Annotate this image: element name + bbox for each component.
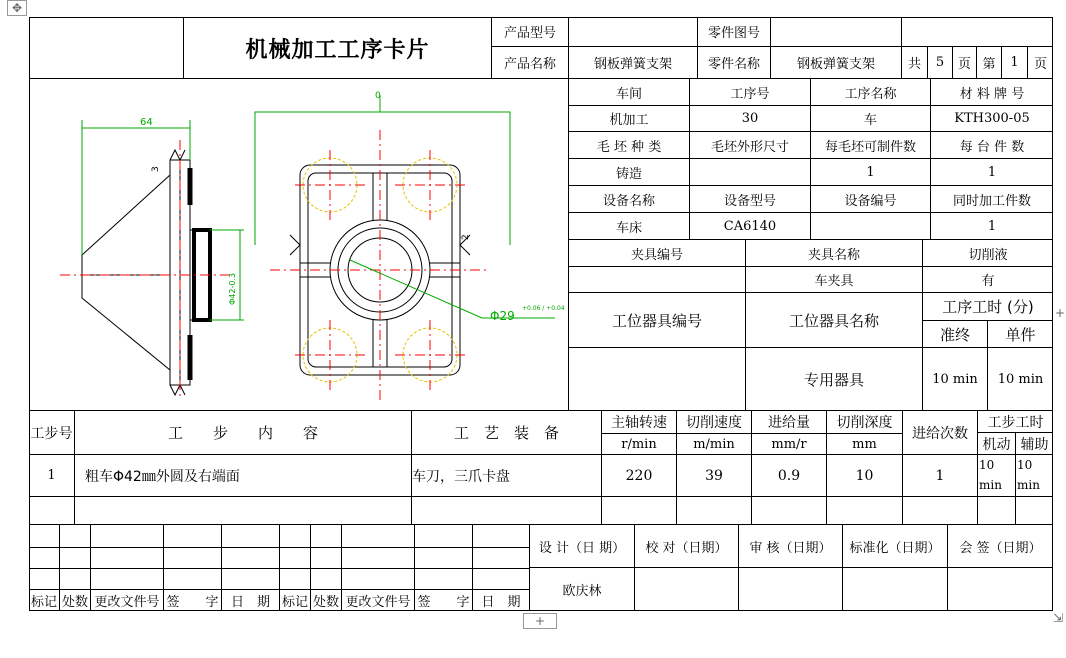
change-doc-label-2: 更改文件号 [345, 595, 411, 610]
step-row-depth[interactable]: 10 [855, 467, 874, 484]
sign-label: 会 签（日期） [959, 540, 1042, 556]
equip-model-label: 设备型号 [723, 193, 776, 209]
page-unit-2: 页 [1033, 57, 1047, 72]
mark-3-text: 3 [151, 166, 161, 172]
fixture-no-label: 夹具编号 [630, 247, 683, 263]
mark-label-1: 标记 [30, 595, 57, 610]
change-doc-label-1: 更改文件号 [94, 595, 160, 610]
designer-name[interactable]: 欧庆林 [562, 584, 602, 599]
dim-tol-text: +0.06 / +0.04 [522, 305, 565, 312]
blank-size-label: 毛坯外形尺寸 [710, 139, 789, 155]
side-view-centerline [60, 140, 230, 400]
dim-0-text: 0 [375, 91, 381, 101]
feed-unit: mm/r [771, 436, 807, 452]
simul-value[interactable]: 1 [987, 218, 997, 234]
card-title: 机械加工工序卡片 [245, 36, 430, 63]
part-name-label: 零件名称 [707, 57, 760, 72]
passes-header: 进给次数 [912, 425, 968, 442]
part-drawing [30, 80, 567, 410]
date-label-1: 日 期 [230, 595, 270, 610]
blank-size-value[interactable] [690, 159, 810, 185]
op-name-value[interactable]: 车 [863, 113, 877, 128]
part-drawing-no-label: 零件图号 [707, 26, 760, 41]
machine-header: 机动 [982, 436, 1011, 453]
step-row-passes[interactable]: 1 [935, 467, 945, 484]
count-label-1: 处数 [61, 595, 88, 610]
equip-model-value[interactable]: CA6140 [723, 218, 777, 234]
review-label: 审 核（日期） [749, 540, 832, 556]
step-row-feed[interactable]: 0.9 [777, 467, 801, 484]
op-no-label: 工序号 [730, 86, 770, 102]
dim-64-text: 64 [140, 117, 153, 128]
fixture-no-value[interactable] [569, 267, 745, 292]
step-equip-header: 工 艺 装 备 [453, 424, 559, 442]
material-value[interactable]: KTH300-05 [954, 111, 1030, 126]
equip-no-value[interactable] [811, 213, 930, 239]
table-resize-handle[interactable]: ⇲ [1052, 611, 1064, 625]
equip-name-label: 设备名称 [602, 193, 655, 209]
count-label-2: 处数 [312, 595, 339, 610]
spindle-header: 主轴转速 [611, 415, 667, 431]
prep-label: 准终 [939, 325, 970, 344]
std-label: 标准化（日期） [849, 540, 941, 556]
side-view-dimensions [82, 120, 244, 320]
workshop-label: 车间 [615, 86, 642, 102]
blank-type-value[interactable]: 铸造 [615, 166, 642, 182]
step-row-equip[interactable]: 车刀，三爪卡盘 [412, 468, 510, 485]
product-name-value[interactable]: 钢板弹簧支架 [593, 57, 672, 72]
op-name-label: 工序名称 [844, 86, 897, 102]
workshop-value[interactable]: 机加工 [609, 113, 649, 128]
step-row-content[interactable]: 粗车Φ42㎜外圆及右端面 [85, 468, 240, 485]
step-row-spindle[interactable]: 220 [625, 467, 653, 484]
station-name-label: 工位器具名称 [788, 311, 879, 330]
coolant-label: 切削液 [968, 247, 1008, 263]
step-content-header: 工 步 内 容 [167, 424, 318, 442]
product-name-label: 产品名称 [503, 57, 556, 72]
station-no-label: 工位器具编号 [611, 311, 702, 330]
spindle-unit: r/min [621, 436, 657, 452]
front-view-centerlines [270, 130, 490, 400]
station-no-value[interactable] [569, 348, 745, 410]
blank-type-label: 毛 坯 种 类 [596, 139, 662, 155]
station-name-value[interactable]: 专用器具 [803, 370, 864, 389]
op-no-value[interactable]: 30 [741, 111, 759, 126]
equip-no-label: 设备编号 [844, 193, 897, 209]
op-time-label: 工序工时 (分) [942, 298, 1034, 316]
feed-header: 进给量 [768, 415, 810, 431]
mark-2-text: 2 [461, 234, 471, 240]
pieces-per-blank-value[interactable]: 1 [866, 164, 875, 180]
prep-time-value[interactable]: 10 min [932, 371, 978, 387]
depth-header: 切削深度 [836, 415, 893, 431]
signature-label-1: 签 字 [166, 595, 219, 610]
date-label-2: 日 期 [481, 595, 521, 610]
product-model-value[interactable] [569, 17, 697, 46]
pieces-per-blank-label: 每毛坯可制件数 [824, 139, 916, 155]
mark-label-2: 标记 [281, 595, 308, 610]
step-row-aux-b[interactable]: min [1017, 478, 1040, 492]
step-time-header: 工步工时 [987, 414, 1044, 431]
add-column-button[interactable]: + [1054, 306, 1066, 320]
material-label: 材 料 牌 号 [959, 86, 1025, 102]
page-label: 第 [982, 57, 996, 72]
fixture-name-label: 夹具名称 [807, 247, 860, 263]
design-label: 设 计（日 期） [538, 540, 626, 556]
coolant-value[interactable]: 有 [981, 274, 995, 289]
product-model-label: 产品型号 [503, 26, 556, 41]
pieces-per-unit-value[interactable]: 1 [987, 164, 997, 180]
speed-unit: m/min [693, 436, 735, 452]
page-no[interactable]: 1 [1010, 55, 1019, 70]
dim-phi42-text: Φ42-0.3 [228, 272, 237, 305]
proof-label: 校 对（日期） [645, 540, 728, 556]
speed-header: 切削速度 [686, 415, 742, 431]
dim-phi29-text: Φ29 [490, 309, 515, 323]
page-unit-1: 页 [957, 57, 971, 72]
fixture-name-value[interactable]: 车夹具 [814, 274, 854, 289]
aux-header: 辅助 [1020, 436, 1049, 453]
table-move-handle[interactable]: ✥ [7, 0, 27, 16]
equip-name-value[interactable]: 车床 [615, 220, 642, 236]
pieces-per-unit-label: 每 台 件 数 [959, 139, 1025, 155]
total-label: 共 [907, 57, 921, 72]
total-pages[interactable]: 5 [935, 55, 945, 70]
step-no-header: 工步号 [30, 425, 73, 442]
unit-time-value[interactable]: 10 min [997, 371, 1044, 387]
step-row-speed[interactable]: 39 [705, 467, 723, 484]
side-view [82, 150, 210, 395]
step-row-aux-a[interactable]: 10 [1017, 458, 1033, 472]
step-row-machine-b[interactable]: min [979, 478, 1002, 492]
simul-label: 同时加工件数 [952, 193, 1031, 209]
part-drawing-no-value[interactable] [771, 17, 901, 46]
part-name-value[interactable]: 钢板弹簧支架 [796, 57, 875, 72]
add-row-button[interactable]: + [523, 613, 557, 629]
step-row-machine-a[interactable]: 10 [979, 458, 995, 472]
step-row-no[interactable]: 1 [47, 468, 56, 483]
unit-label: 单件 [1005, 325, 1036, 344]
signature-label-2: 签 字 [417, 595, 470, 610]
depth-unit: mm [852, 436, 877, 452]
